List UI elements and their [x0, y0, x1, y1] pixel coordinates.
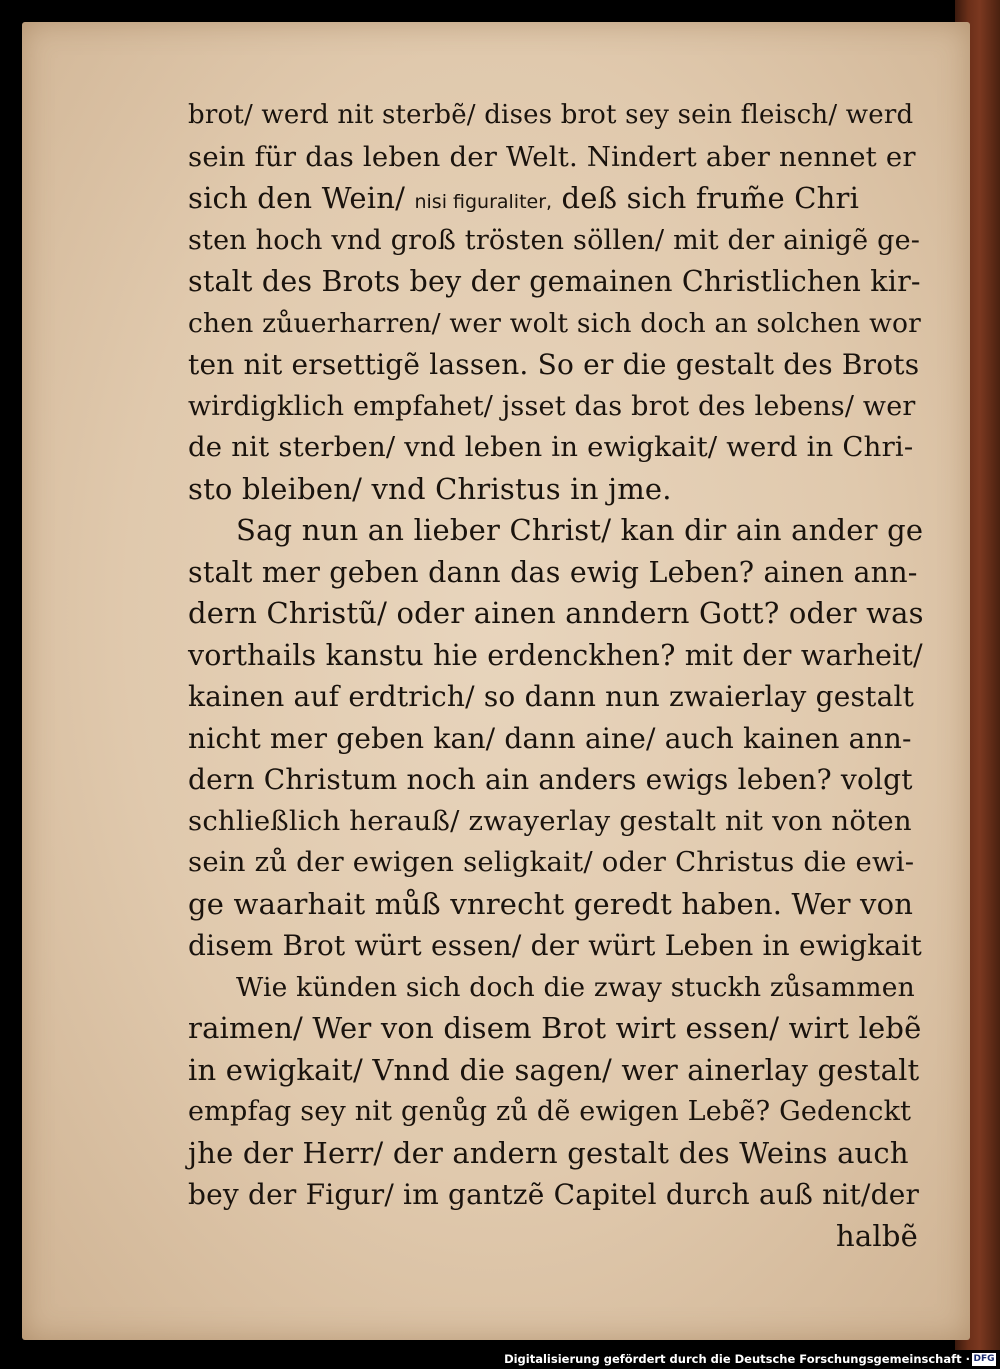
text-line: in ewigkait/ Vnnd die sagen/ wer ainerlay gestalt — [188, 1052, 920, 1087]
text-line: bey der Figur/ im gantzẽ Capitel durch auß nit/der — [188, 1178, 920, 1211]
text-line: stalt des Brots bey der gemainen Christlichen kir- — [188, 265, 921, 298]
dfg-logo: DFG — [973, 1354, 995, 1364]
text-line: wirdigklich empfahet/ jsset das brot des lebens/ wer — [188, 390, 916, 422]
text-line: nicht mer geben kan/ dann aine/ auch kainen ann- — [188, 721, 912, 755]
text-line: chen zůuerharren/ wer wolt sich doch an solchen wor — [188, 307, 922, 339]
text-line: empfag sey nit genůg zů dẽ ewigen Lebẽ? Gedenckt — [188, 1096, 912, 1127]
text-line: stalt mer geben dann das ewig Leben? ainen ann- — [188, 555, 918, 589]
text-line — [188, 178, 928, 220]
text-line: de nit sterben/ vnd leben in ewigkait/ werd in Chri- — [188, 431, 914, 463]
text-line: brot/ werd nit sterbẽ/ dises brot sey sein fleisch/ werd — [188, 100, 914, 130]
text-segment: deß sich frum̃e Chri — [561, 181, 860, 215]
text-line: ten nit ersettigẽ lassen. So er die gestalt des Brots — [188, 348, 920, 381]
text-line: sein zů der ewigen seligkait/ oder Christus die ewi- — [188, 846, 915, 878]
footer-bar — [0, 1350, 1000, 1369]
latin-phrase: nisi figuraliter, — [414, 191, 553, 213]
text-line: raimen/ Wer von disem Brot wirt essen/ wirt lebẽ — [188, 1011, 922, 1045]
text-line: ge waarhait můß vnrecht geredt haben. Wer von — [188, 886, 914, 921]
text-line: jhe der Herr/ der andern gestalt des Weins auch — [188, 1135, 909, 1170]
text-line: dern Christũ/ oder ainen anndern Gott? oder was — [188, 596, 924, 630]
funding-credit: Digitalisierung gefördert durch die Deutsche Forschungsgemeinschaft · — [504, 1352, 970, 1366]
catchword: halbẽ — [836, 1218, 918, 1253]
text-line: sten hoch vnd groß trösten söllen/ mit der ainigẽ ge- — [188, 224, 921, 256]
text-line: sto bleiben/ vnd Christus in jme. — [188, 471, 672, 506]
text-line: kainen auf erdtrich/ so dann nun zwaierlay gestalt — [188, 680, 915, 713]
text-block — [188, 95, 928, 1257]
text-line: sein für das leben der Welt. Nindert aber nennet er — [188, 140, 916, 173]
text-line: dern Christum noch ain anders ewigs leben? volgt — [188, 763, 913, 796]
text-line: Wie künden sich doch die zway stuckh zůsammen — [236, 971, 915, 1003]
text-line: disem Brot würt essen/ der würt Leben in ewigkait — [188, 929, 922, 962]
text-line: vorthails kanstu hie erdenckhen? mit der warheit/ — [188, 638, 923, 672]
text-line: schließlich herauß/ zwayerlay gestalt nit von nöten — [188, 804, 912, 837]
text-segment: sich den Wein/ — [188, 181, 406, 215]
text-line: Sag nun an lieber Christ/ kan dir ain ander ge — [236, 513, 924, 547]
